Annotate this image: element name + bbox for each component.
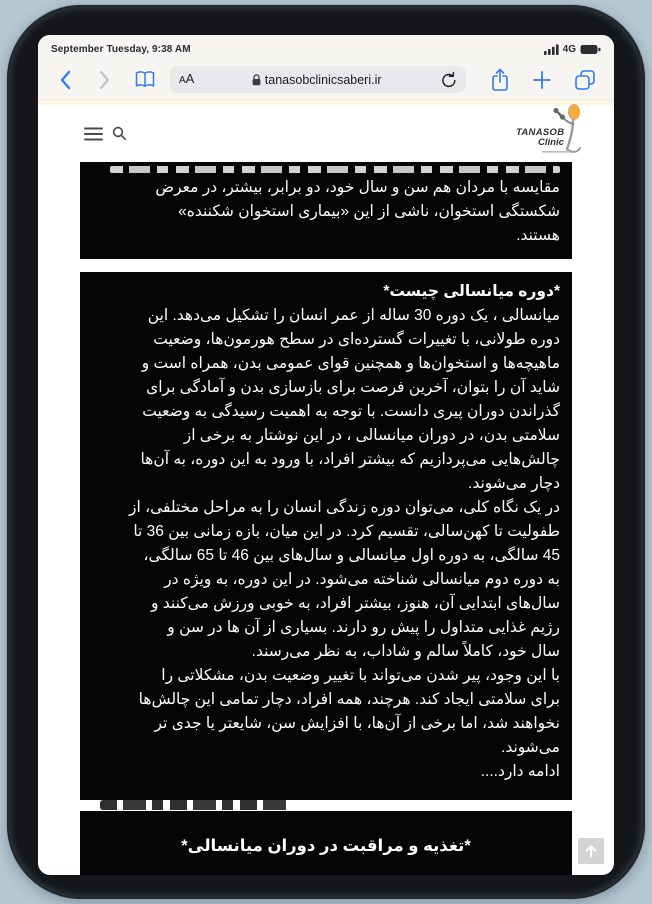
logo-text-line1: TANASOB xyxy=(516,127,565,138)
back-button[interactable] xyxy=(54,67,76,93)
url-display xyxy=(252,73,382,87)
text-line: مقایسه با مردان هم سن و سال خود، دو برابر، بیشتر، در معرض xyxy=(155,179,560,196)
status-indicators xyxy=(544,44,601,55)
text-line: چالش‌هایی می‌پردازیم که بیشتر افراد، با ورود به این دوره، به آن‌ها xyxy=(140,451,560,468)
section-title: *تغذیه و مراقبت در دوران میانسالی* xyxy=(181,837,471,855)
article-image-block-1 xyxy=(80,162,572,259)
text-line: به دوره دوم میانسالی شناخته می‌شود. در این دوره، به ویژه در xyxy=(164,571,560,588)
logo-tagline xyxy=(542,151,570,153)
text-line: گذراندن دوران پیری دانست. با توجه به اهمیت رسیدگی به وضعیت xyxy=(142,403,560,420)
reload-icon xyxy=(439,71,456,88)
share-icon xyxy=(489,67,511,93)
forward-button[interactable] xyxy=(94,67,116,93)
search-icon xyxy=(112,126,127,141)
reload-button[interactable] xyxy=(439,67,457,93)
block1-text xyxy=(92,176,560,248)
text-line: ادامه دارد.... xyxy=(480,763,560,780)
address-bar[interactable] xyxy=(170,66,466,93)
text-line: برای سلامتی ایجاد کند. هرچند، همه افراد، دچار تمامی این چالش‌ها xyxy=(138,691,560,708)
text-line: نخواهند شد، اما برخی از آن‌ها، با افزایش سن، شایعتر یا جدی تر xyxy=(154,715,560,732)
chevron-right-icon xyxy=(99,70,111,90)
bookmarks-button[interactable] xyxy=(134,67,156,93)
text-line: *دوره میانسالی چیست* xyxy=(383,283,560,300)
search-button[interactable] xyxy=(112,126,127,141)
logo-figure-head xyxy=(569,105,580,120)
text-line: با این وجود، پیر شدن می‌تواند با تغییر وضعیت بدن، مشکلاتی را xyxy=(161,667,560,684)
hamburger-icon xyxy=(84,127,104,141)
menu-button[interactable] xyxy=(84,127,104,141)
block2-text xyxy=(92,280,560,784)
text-line: سال خود، کاملاً سالم و شاداب، به نظر می‌رسند. xyxy=(251,643,560,660)
text-line: شکستگی استخوان، ناشی از این «بیماری استخوان شکننده» xyxy=(178,203,560,220)
text-line: میانسالی ، یک دوره 30 ساله از عمر انسان را تشکیل می‌دهد. این xyxy=(147,307,560,324)
chevron-left-icon xyxy=(59,70,71,90)
text-line: ماهیچه‌ها و استخوان‌ها و همچنین قوای عمومی بدن، همراه است و xyxy=(141,355,560,372)
tabs-button[interactable] xyxy=(572,67,598,93)
text-line: هستند. xyxy=(516,227,560,244)
text-line: دچار می‌شوند. xyxy=(468,475,560,492)
header-left-icons xyxy=(84,126,127,141)
site-logo[interactable] xyxy=(514,101,596,161)
tablet-frame xyxy=(7,5,645,899)
text-line: در یک نگاه کلی، می‌توان دوره زندگی انسان را به مراحل مختلفی، از xyxy=(129,499,560,516)
status-bar xyxy=(38,35,614,60)
url-text: tanasobclinicsaberi.ir xyxy=(264,72,382,87)
text-line: سال‌های ابتدایی آن، هنوز، بیشتر افراد، به خوبی ورزش می‌کنند و xyxy=(150,595,560,612)
text-line: طفولیت تا کهن‌سالی، تقسیم کرد. در این میان، بازه زمانی بین 36 تا xyxy=(133,523,560,540)
plus-icon xyxy=(531,69,553,91)
site-header xyxy=(38,105,614,162)
text-line: 45 سالگی، به دوره اول میانسالی و سال‌های بین 46 تا 65 سالگی، xyxy=(143,547,560,564)
clipped-watermark-text xyxy=(100,800,288,810)
share-button[interactable] xyxy=(488,67,512,93)
tabs-icon xyxy=(573,69,597,91)
new-tab-button[interactable] xyxy=(530,67,554,93)
screen xyxy=(38,35,614,875)
clipped-text-line xyxy=(110,166,560,173)
signal-icon xyxy=(544,44,559,55)
status-datetime: September Tuesday, 9:38 AM xyxy=(51,43,191,55)
battery-icon xyxy=(580,44,601,55)
text-line: سلامتی بدن، در دوران میانسالی ، در این نوشتار به برخی از xyxy=(183,427,560,444)
logo-text-line2: Clinic xyxy=(538,137,564,148)
network-type-label: 4G xyxy=(562,43,576,55)
lock-icon xyxy=(252,74,261,86)
text-line: می‌شوند. xyxy=(501,739,560,756)
browser-toolbar xyxy=(38,60,614,100)
scroll-to-top-button[interactable] xyxy=(578,838,604,864)
article-image-block-3 xyxy=(80,811,572,875)
text-line: رژیم غذایی متداول را پیش رو دارند. بسیاری از آن ها در سن و xyxy=(167,619,560,636)
reader-view-button[interactable]: AA xyxy=(179,71,195,86)
text-line: شاید آن را بتوان، آخرین فرصت برای بازسازی بدن و آمادگی برای xyxy=(146,379,560,396)
book-icon xyxy=(133,70,157,89)
article-image-block-2 xyxy=(80,272,572,800)
arrow-up-icon xyxy=(583,843,599,859)
text-line: دوره طولانی، با تغییرات گسترده‌ای در سطح هورمون‌ها، وضعیت xyxy=(153,331,560,348)
